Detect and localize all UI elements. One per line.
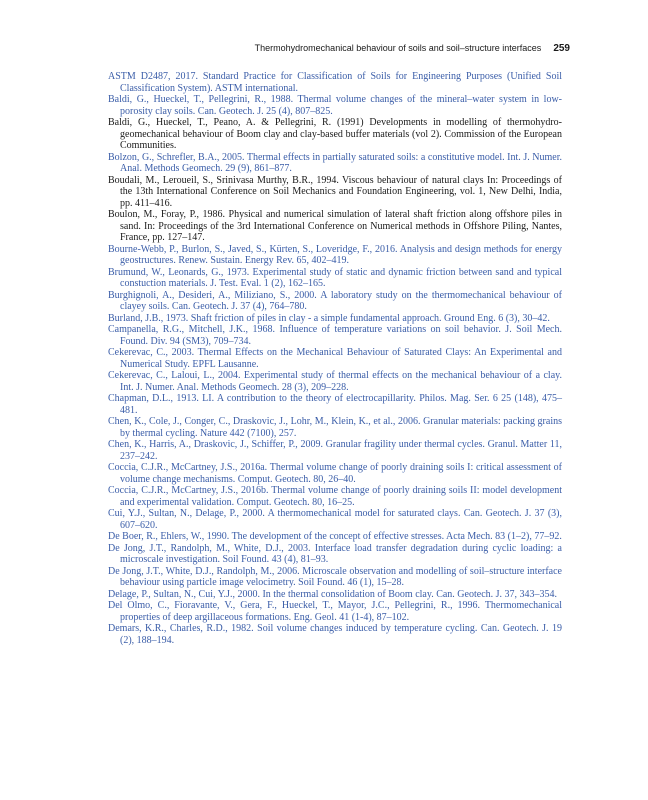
reference-item[interactable]: De Boer, R., Ehlers, W., 1990. The development of the concept of effective stresses. Acta Mech. 83 (1–2), 77–92. [108, 531, 562, 542]
reference-item[interactable]: Coccia, C.J.R., McCartney, J.S., 2016b. Thermal volume change of poorly draining soils II: model development and experimental validation. Comput. Geotech. 80, 16–25. [108, 485, 562, 508]
reference-item[interactable]: Brumund, W., Leonards, G., 1973. Experimental study of static and dynamic friction between sand and typical constuction materials. J. Test. Eval. 1 (2), 162–165. [108, 266, 562, 289]
reference-item[interactable]: De Jong, J.T., White, D.J., Randolph, M., 2006. Microscale observation and modelling of soil–structure interface behaviour using particle image velocimetry. Soil Found. 46 (1), 15–28. [108, 565, 562, 588]
reference-item[interactable]: Cui, Y.J., Sultan, N., Delage, P., 2000. A thermomechanical model for saturated clays. Can. Geotech. J. 37 (3), 607–620. [108, 508, 562, 531]
page-number: 259 [553, 43, 570, 54]
reference-item[interactable]: Coccia, C.J.R., McCartney, J.S., 2016a. Thermal volume change of poorly draining soils I: critical assessment of volume change mechanisms. Comput. Geotech. 80, 26–40. [108, 462, 562, 485]
reference-item: Baldi, G., Hueckel, T., Peano, A. & Pellegrini, R. (1991) Developments in modelling of thermohydro-geomechanical behaviour of Boom clay and clay-based buffer materials (vol 2). Commission of the European Communities. [108, 117, 562, 151]
running-title: Thermohydromechanical behaviour of soils and soil–structure interfaces [254, 43, 542, 53]
reference-item[interactable]: Chapman, D.L., 1913. LI. A contribution to the theory of electrocapillarity. Philos. Mag. Ser. 6 25 (148), 475–481. [108, 393, 562, 416]
reference-item[interactable]: Burland, J.B., 1973. Shaft friction of piles in clay - a simple fundamental approach. Ground Eng. 6 (3), 30–42. [108, 312, 550, 324]
reference-item[interactable]: ASTM D2487, 2017. Standard Practice for Classification of Soils for Engineering Purposes (Unified Soil Classification System). ASTM international. [108, 71, 562, 94]
reference-item[interactable]: Bolzon, G., Schrefler, B.A., 2005. Thermal effects in partially saturated soils: a constitutive model. Int. J. Numer. Anal. Methods Geomech. 29 (9), 861–877. [108, 151, 562, 174]
reference-item[interactable]: Bourne-Webb, P., Burlon, S., Javed, S., Kürten, S., Loveridge, F., 2016. Analysis and design methods for energy geostructures. Renew. Sustain. Energy Rev. 65, 402–419. [108, 243, 562, 266]
reference-item[interactable]: Delage, P., Sultan, N., Cui, Y.J., 2000. In the thermal consolidation of Boom clay. Can. Geotech. J. 37, 343–354. [108, 588, 558, 600]
reference-item[interactable]: Chen, K., Cole, J., Conger, C., Draskovic, J., Lohr, M., Klein, K., et al., 2006. Granular materials: packing grains by thermal cycling. Nature 442 (7100), 257. [108, 416, 562, 439]
reference-item[interactable]: Cekerevac, C., Laloui, L., 2004. Experimental study of thermal effects on the mechanical behaviour of a clay. Int. J. Numer. Anal. Methods Geomech. 28 (3), 209–228. [108, 370, 562, 393]
reference-item[interactable]: Chen, K., Harris, A., Draskovic, J., Schiffer, P., 2009. Granular fragility under thermal cycles. Granul. Matter 11, 237–242. [108, 439, 562, 462]
reference-item[interactable]: De Jong, J.T., Randolph, M., White, D.J., 2003. Interface load transfer degradation during cyclic loading: a microscale investigation. Soil Found. 43 (4), 81–93. [108, 542, 562, 565]
reference-item: Boulon, M., Foray, P., 1986. Physical and numerical simulation of lateral shaft friction along offshore piles in sand. In: Proceedings of the 3rd International Conference on Numerical methods in Offshore Piling, Nantes, France, pp. 127–147. [108, 209, 562, 243]
reference-item[interactable]: Demars, K.R., Charles, R.D., 1982. Soil volume changes induced by temperature cycling. Can. Geotech. J. 19 (2), 188–194. [108, 623, 562, 646]
reference-item[interactable]: Cekerevac, C., 2003. Thermal Effects on the Mechanical Behaviour of Saturated Clays: An Experimental and Numerical Study. EPFL Lausanne. [108, 347, 562, 370]
reference-item: Boudali, M., Leroueil, S., Srinivasa Murthy, B.R., 1994. Viscous behaviour of natural clays In: Proceedings of the 13th International Conference on Soil Mechanics and Foundation Engineering, vol. 1, New Delhi, India, pp. 411–416. [108, 174, 562, 209]
reference-item[interactable]: Burghignoli, A., Desideri, A., Miliziano, S., 2000. A laboratory study on the thermomechanical behaviour of clayey soils. Can. Geotech. J. 37 (4), 764–780. [108, 289, 562, 312]
reference-list [108, 71, 562, 646]
reference-item[interactable]: Baldi, G., Hueckel, T., Pellegrini, R., 1988. Thermal volume changes of the mineral–water system in low-porosity clay soils. Can. Geotech. J. 25 (4), 807–825. [108, 94, 562, 117]
reference-item[interactable]: Campanella, R.G., Mitchell, J.K., 1968. Influence of temperature variations on soil behavior. J. Soil Mech. Found. Div. 94 (SM3), 709–734. [108, 324, 562, 347]
running-header [255, 43, 570, 54]
reference-item[interactable]: Del Olmo, C., Fioravante, V., Gera, F., Hueckel, T., Mayor, J.C., Pellegrini, R., 1996. Thermomechanical properties of deep argillaceous formations. Eng. Geol. 41 (1-4), 87–102. [108, 600, 562, 623]
